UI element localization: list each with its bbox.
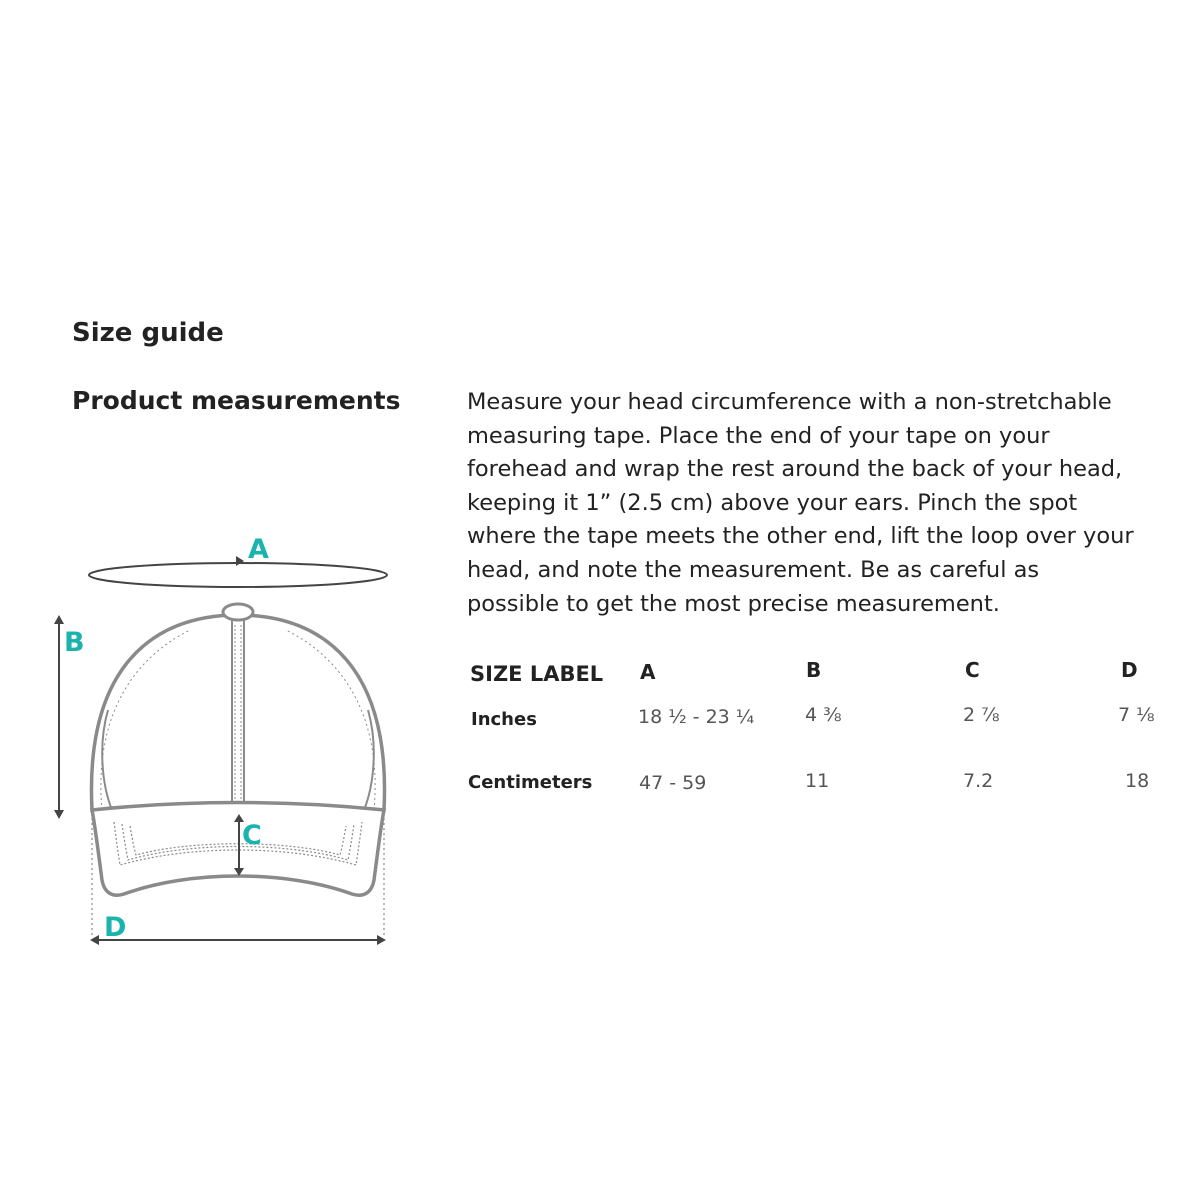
arrowhead-a bbox=[236, 556, 244, 566]
table-header-b: B bbox=[806, 658, 822, 682]
table-header-c: C bbox=[965, 658, 980, 682]
table-cell-centimeters-d: 18 bbox=[1125, 770, 1150, 792]
measurement-b bbox=[54, 615, 85, 819]
table-row-label-inches: Inches bbox=[471, 709, 537, 730]
cap-crown bbox=[91, 604, 384, 810]
table-cell-inches-d: 7 ⅛ bbox=[1118, 704, 1155, 726]
table-header-size-label: SIZE LABEL bbox=[470, 662, 604, 686]
table-cell-inches-b: 4 ⅜ bbox=[805, 704, 842, 726]
head-circumference-ellipse bbox=[89, 563, 387, 587]
cap-diagram bbox=[40, 520, 420, 960]
page-title: Size guide bbox=[72, 318, 224, 348]
table-header-d: D bbox=[1121, 658, 1138, 682]
measurement-d bbox=[90, 912, 386, 945]
table-cell-inches-a: 18 ½ - 23 ¼ bbox=[638, 706, 755, 728]
table-header-a: A bbox=[640, 660, 656, 684]
label-c: C bbox=[242, 820, 262, 851]
table-cell-centimeters-c: 7.2 bbox=[963, 770, 994, 792]
label-b: B bbox=[64, 627, 85, 658]
cap-button bbox=[223, 604, 253, 620]
section-title: Product measurements bbox=[72, 386, 401, 415]
arrowhead-b-top bbox=[54, 615, 64, 624]
table-cell-inches-c: 2 ⅞ bbox=[963, 704, 1000, 726]
label-d: D bbox=[104, 912, 127, 943]
crown-outline bbox=[91, 615, 384, 810]
table-cell-centimeters-b: 11 bbox=[805, 770, 830, 792]
table-cell-centimeters-a: 47 - 59 bbox=[639, 772, 707, 794]
table-row-label-centimeters: Centimeters bbox=[468, 772, 593, 793]
arrowhead-b-bottom bbox=[54, 810, 64, 819]
measurement-a bbox=[89, 534, 387, 587]
arrowhead-d-right bbox=[377, 935, 386, 945]
arrowhead-d-left bbox=[90, 935, 99, 945]
label-a: A bbox=[248, 534, 269, 565]
measuring-instructions: Measure your head circumference with a non-stretchable measuring tape. Place the end of your tape on your forehead and wrap the rest around the back of your head, keeping it 1” (2.5 cm) above your ears. Pinch the spot where the tape meets the other end, lift the loop over your head, and note the measurement. Be as careful as possible to get the most precise measurement. bbox=[467, 389, 1134, 617]
